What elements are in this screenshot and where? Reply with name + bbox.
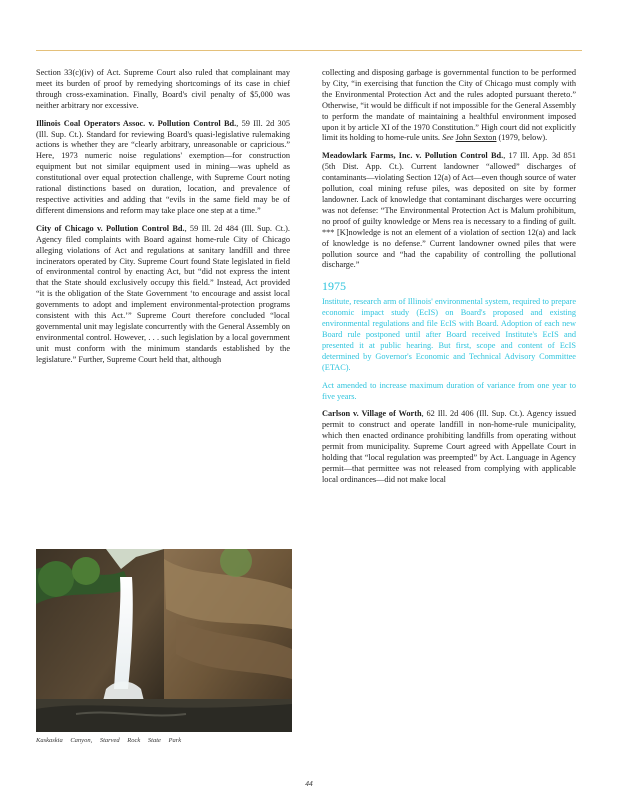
case-name: Carlson v. Village of Worth: [322, 409, 422, 419]
paragraph-text: , 59 Ill. 2d 484 (Ill. Sup. Ct.). Agency filed complaints with Board against home-rule City of Chicago alleging violations of Act and regulations at sanitary landfill and three incinerators operated by City. Supreme Court found State legislated in field of environmental control by enacting Act, but “did not express the intent that the State should exclusively occupy this field.” Instead, Act provided “it is the obligation of the State Government ‘to encourage and assist local governments to adopt and implement environmental-protection programs consistent with this Act.’” Supreme Court therefore concluded “local governmental unit may legislate concurrently with the General Assembly on environmental control. However, . . . such legislation by a local government unit must conform with the minimum standards established by the legislature.” Further, Supreme Court held that, although: [36, 223, 291, 364]
photo-caption: Kaskaskia Canyon, Starved Rock State Park: [36, 737, 182, 744]
waterfall-image: [36, 549, 292, 732]
case-name: Meadowlark Farms, Inc. v. Pollution Control Bd.: [322, 151, 504, 161]
left-column: [36, 68, 290, 373]
paragraph: [36, 68, 290, 112]
paragraph-text: , 62 Ill. 2d 406 (Ill. Sup. Ct.). Agency issued permit to construct and operate landfill in non-home-rule municipality, which then enacted ordinance prohibiting landfills from operating without permit from municipality. Supreme Court agreed with Appellate Court in holding that “local regulation was preempted” by Act. Language in Agency permit—that permittee was not released from complying with applicable local ordinances—did not make local: [322, 409, 576, 484]
paragraph-text: collecting and disposing garbage is governmental function to be performed by City, “in exercising that function the City of Chicago must comply with the Environmental Protection Act and the rules adopted pursuant thereto.” Otherwise, “it would be difficult if not impossible for the General Assembly to perform the mandate of maintaining a healthful environment imposed upon it by article XI of the 1970 Constitution.” High court did not explicitly limit its holding to home-rule units.: [322, 68, 576, 143]
page-number: 44: [305, 779, 313, 788]
right-column: [322, 68, 576, 493]
case-name: Illinois Coal Operators Assoc. v. Pollution Control Bd.: [36, 118, 237, 128]
case-paragraph: [322, 409, 576, 485]
paragraph: [322, 68, 576, 144]
case-paragraph: [36, 119, 290, 217]
case-paragraph: [36, 224, 290, 366]
case-name: City of Chicago v. Pollution Control Bd.: [36, 223, 185, 233]
paragraph-text: , 59 Ill. 2d 305 (Ill. Sup. Ct.). Standard for reviewing Board's quasi-legislative rulemaking actions is whether they are “clearly arbitrary, unreasonable or capricious.” Here, 1973 numeric noise regulations' exemption—for construction equipment but not similar equipment used in mining—was upheld as constitutional over equal protection challenge, with Supreme Court noting rational distinctions based on duration, location, and prevalence of respective activities and adding that “evils in the same field may be of different dimensions and reform may take place one step at a time.”: [36, 118, 290, 215]
header-rule: [36, 50, 582, 51]
year-heading: 1975: [322, 279, 346, 294]
see-signal: See: [442, 133, 454, 143]
highlight-paragraph: Act amended to increase maximum duration of variance from one year to five years.: [322, 380, 576, 401]
paragraph-text: , 17 Ill. App. 3d 851 (5th Dist. App. Ct.). Current landowner “allowed” discharges of contaminants—violating Section 12(a) of Act—even though source of water pollution, coal mining refuse piles, was deposited on site by former landowner. Lack of knowledge that contaminant discharges were occurring was not defense: “The Environmental Protection Act is Malum prohibitum, no proof of guilty knowledge or Mens rea is necessary to a finding of guilt. *** [K]nowledge is not an element of a violation of section 12(a) and lack of knowledge is no defense.” Current landowner owned piles that were pollution source and “had the capability of controlling the pollutional discharge.”: [322, 151, 576, 270]
canyon-photo: [36, 549, 292, 732]
paragraph-text: (1979, below).: [496, 133, 548, 143]
case-paragraph: [322, 151, 576, 271]
paragraph-text: Section 33(c)(iv) of Act. Supreme Court also ruled that complainant may meet its burden of proof by remedying shortcomings of its case in chief through cross-examination. Finally, Board's civil penalty of $5,000 was neither arbitrary nor excessive.: [36, 68, 290, 110]
cross-reference: John Sexton: [455, 133, 497, 143]
highlight-paragraph: Institute, research arm of Illinois' environmental system, required to prepare economic impact study (EcIS) on Board's proposed and existing environmental regulations and file EcIS with Board. Adoption of each new Board rule postponed until after Board received Institute's EcIS and presented it at public hearing. But first, scope and content of EcIS determined by Governor's Economic and Technical Advisory Committee (ETAC).: [322, 297, 576, 372]
